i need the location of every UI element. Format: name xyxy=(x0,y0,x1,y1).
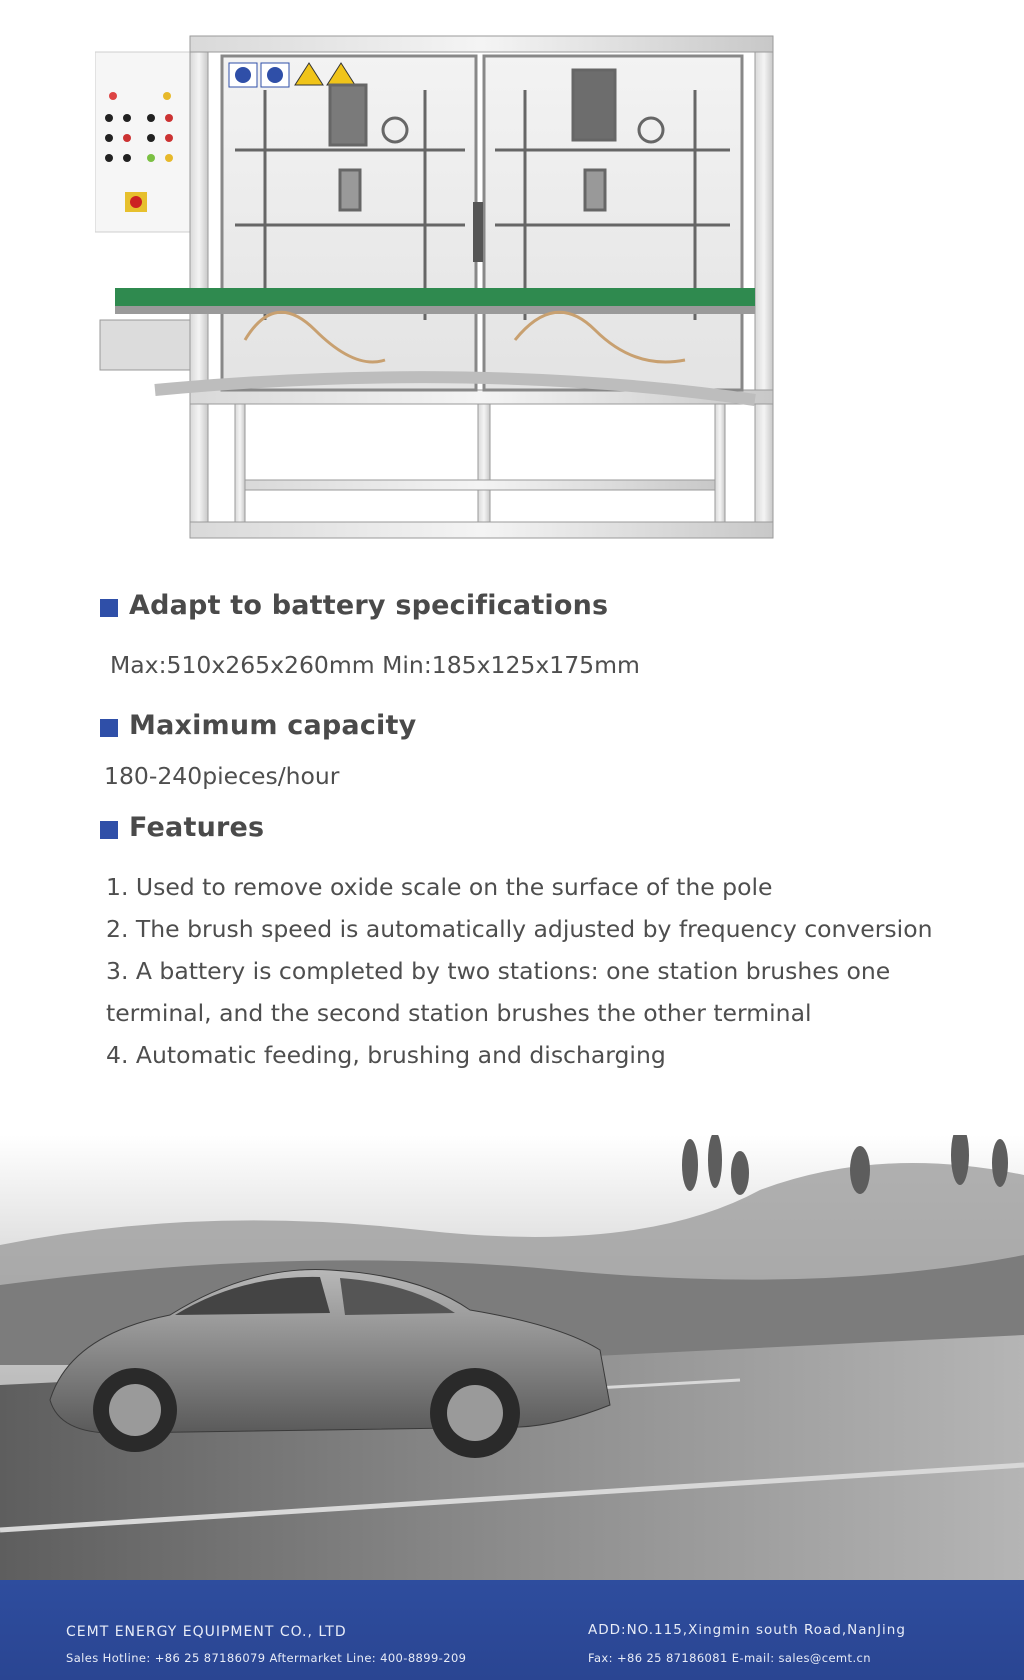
footer-address: ADD:NO.115,Xingmin south Road,NanJing xyxy=(588,1622,906,1638)
feature-item: 4. Automatic feeding, brushing and discharging xyxy=(106,1041,666,1069)
capacity-title: Maximum capacity xyxy=(129,710,417,741)
features-title: Features xyxy=(129,812,265,843)
capacity-heading xyxy=(100,710,416,741)
specs-text: Max:510x265x260mm Min:185x125x175mm xyxy=(110,651,640,679)
capacity-text: 180-240pieces/hour xyxy=(104,762,340,790)
specs-title: Adapt to battery specifications xyxy=(129,590,609,621)
footer-company-name: CEMT ENERGY EQUIPMENT CO., LTD xyxy=(66,1624,347,1640)
footer-contact: Fax: +86 25 87186081 E-mail: sales@cemt.cn xyxy=(588,1651,871,1665)
features-heading xyxy=(100,812,264,843)
feature-item: terminal, and the second station brushes the other terminal xyxy=(106,999,812,1027)
feature-item: 2. The brush speed is automatically adjusted by frequency conversion xyxy=(106,915,933,943)
machine-illustration xyxy=(95,30,830,552)
specs-heading xyxy=(100,590,608,621)
feature-item: 1. Used to remove oxide scale on the surface of the pole xyxy=(106,873,773,901)
glass-doors xyxy=(222,56,742,390)
car-road-scene xyxy=(0,1135,1024,1582)
feature-item: 3. A battery is completed by two stations: one station brushes one xyxy=(106,957,891,985)
features-list xyxy=(106,866,932,1076)
footer xyxy=(0,1580,1024,1680)
bullet-square-icon xyxy=(100,599,118,617)
control-panel xyxy=(95,52,191,232)
footer-hotline: Sales Hotline: +86 25 87186079 Aftermarket Line: 400-8899-209 xyxy=(66,1651,467,1665)
car-illustration xyxy=(0,1135,1024,1582)
bullet-square-icon xyxy=(100,821,118,839)
bullet-square-icon xyxy=(100,719,118,737)
machine-photo xyxy=(95,30,830,552)
